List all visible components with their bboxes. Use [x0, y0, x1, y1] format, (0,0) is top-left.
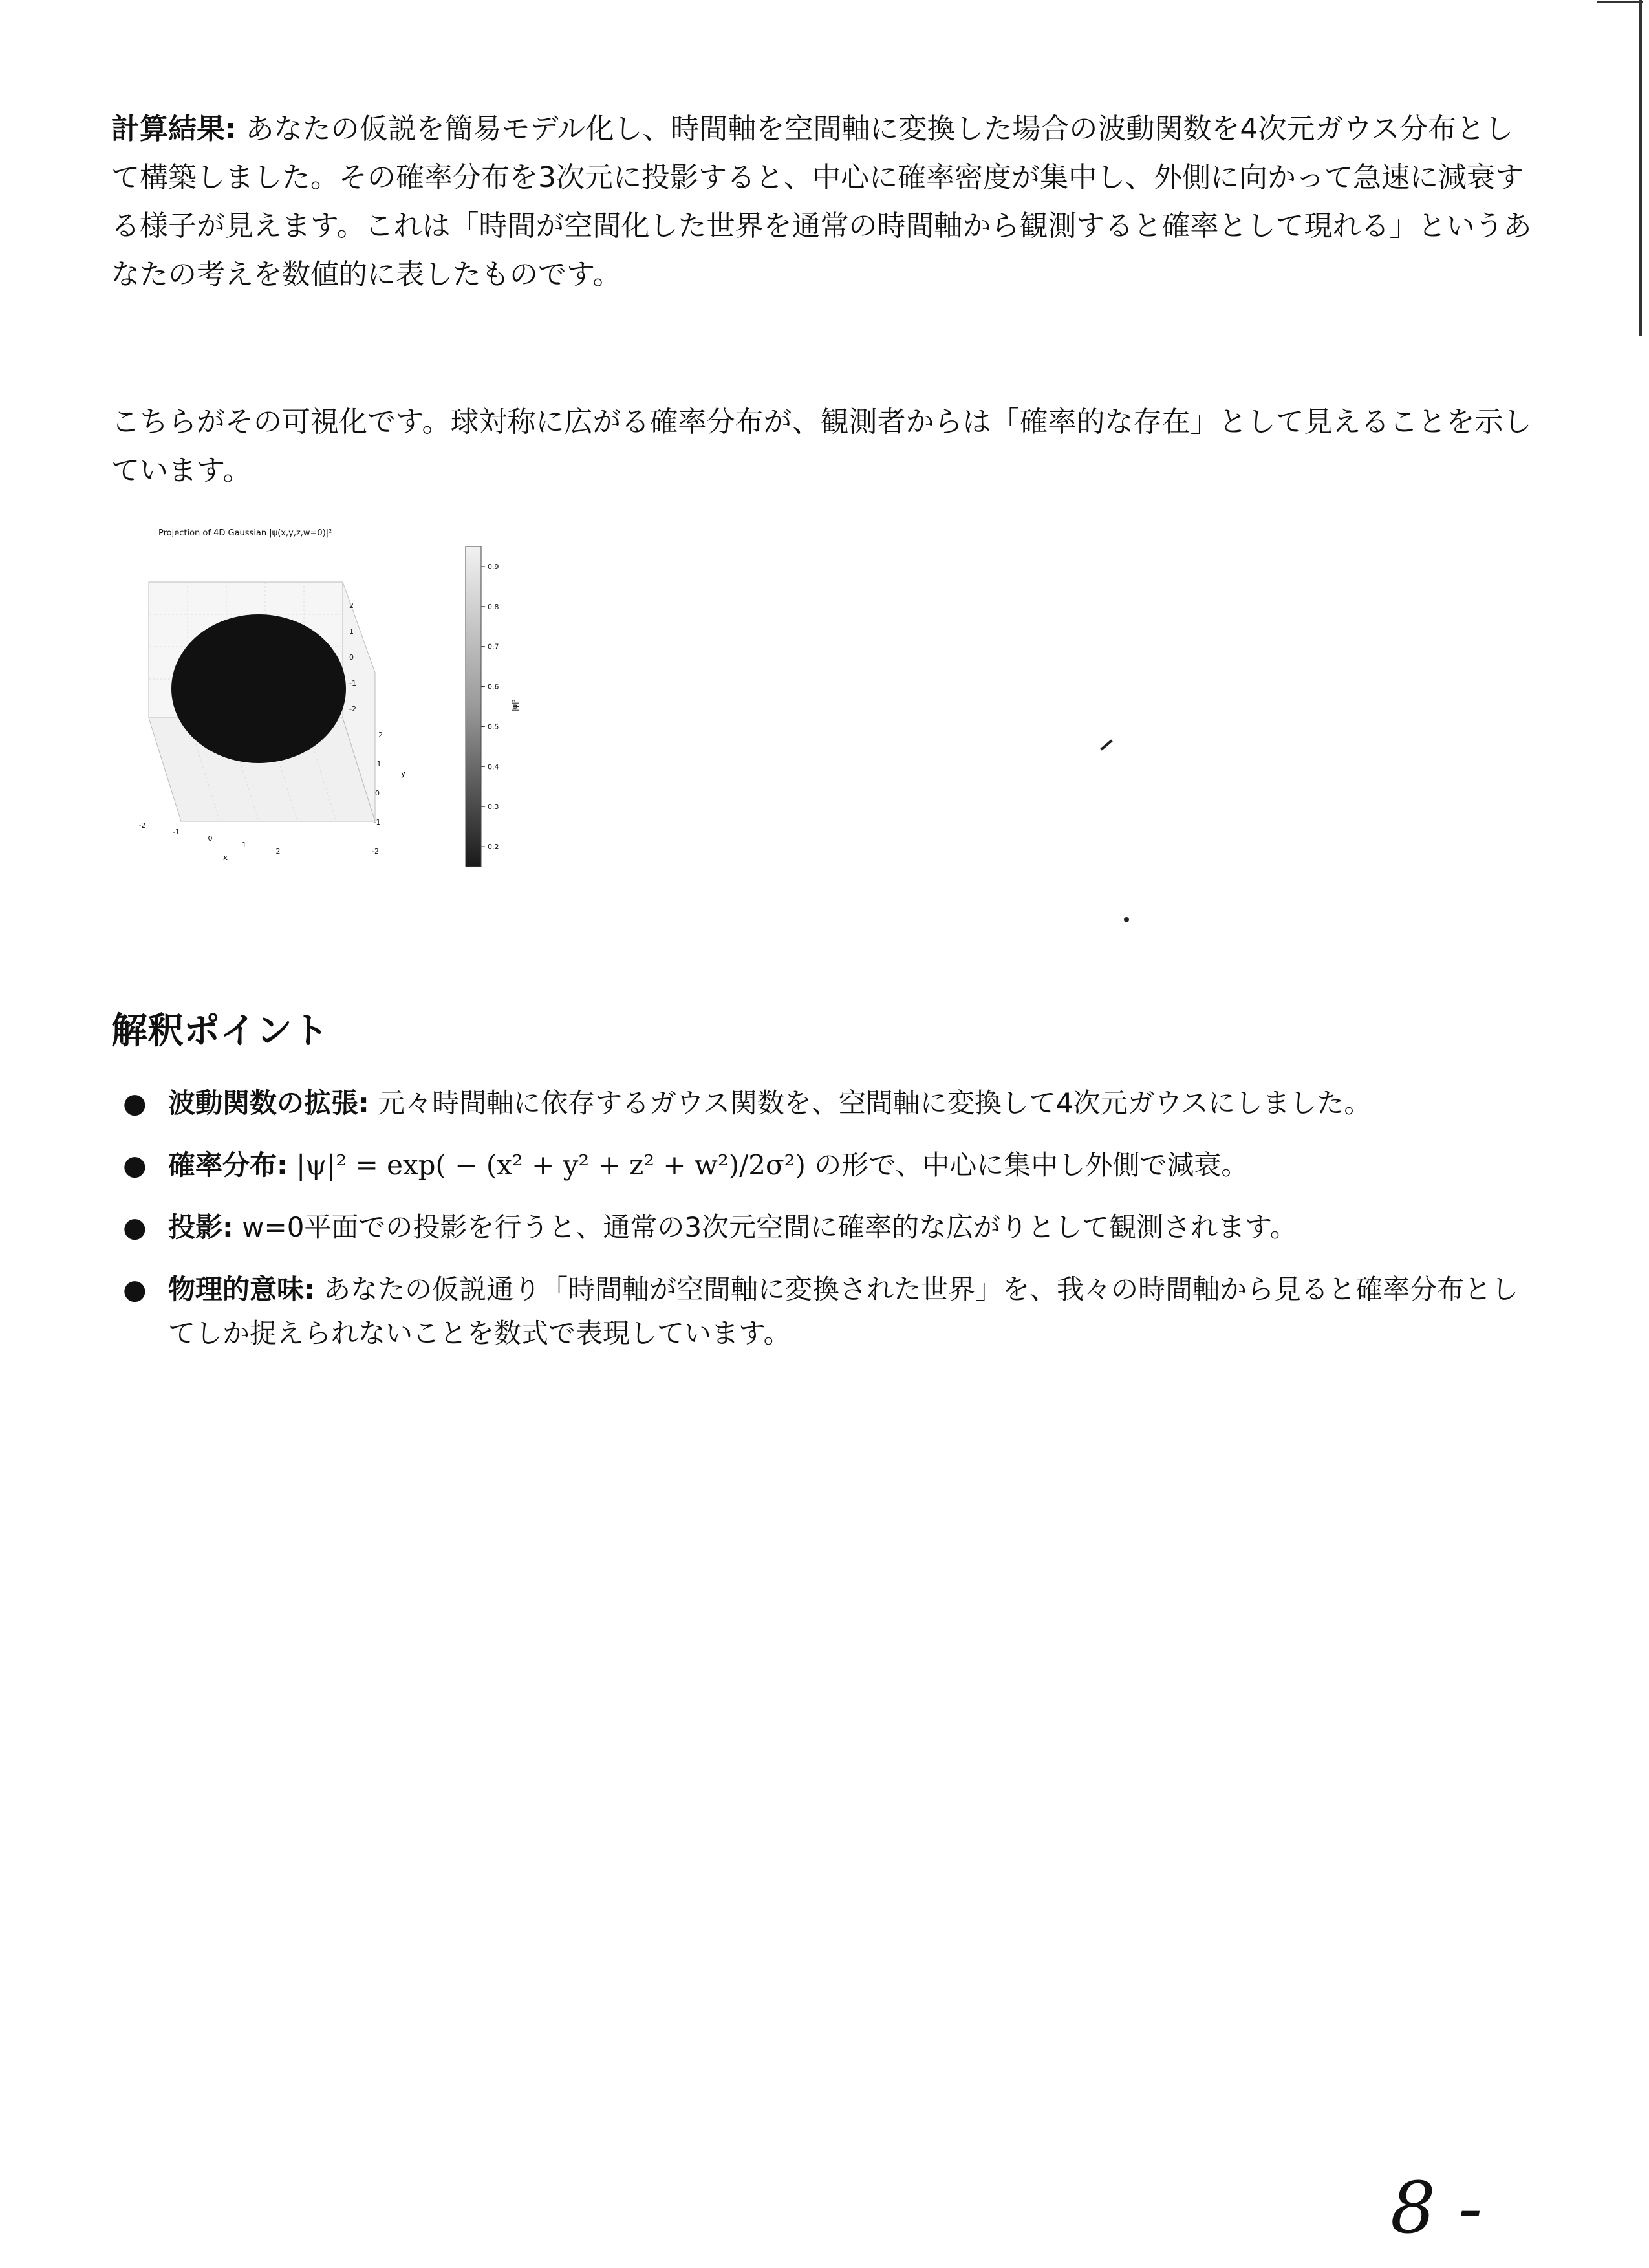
colorbar-tick-label: 0.4: [488, 762, 499, 772]
x-tick-label: 2: [275, 847, 281, 856]
x-tick-label: 0: [208, 834, 213, 843]
chart-title: Projection of 4D Gaussian |ψ(x,y,z,w=0)|²: [158, 528, 332, 538]
scan-mark: [1100, 739, 1112, 750]
bullet-text: w=0平面での投影を行うと、通常の3次元空間に確率的な広がりとして観測されます。: [233, 1211, 1297, 1243]
scan-mark: [1639, 0, 1642, 336]
list-item: [123, 1081, 1546, 1125]
scan-mark: [1124, 917, 1129, 922]
x-tick-label: -2: [138, 821, 146, 830]
bullet-dot: ●: [123, 1149, 147, 1181]
z-tick-label: -2: [349, 705, 356, 713]
x-axis-label: x: [223, 853, 228, 862]
probability-cloud: [171, 614, 346, 763]
visualization-paragraph: こちらがその可視化です。球対称に広がる確率分布が、観測者からは「確率的な存在」として見えることを示しています。: [111, 405, 1532, 487]
bullet-label: 物理的意味:: [168, 1273, 315, 1305]
y-tick-label: 1: [376, 760, 382, 768]
y-tick-label: -2: [372, 847, 379, 856]
colorbar-label: |ψ|²: [511, 698, 519, 711]
result-text: あなたの仮説を簡易モデル化し、時間軸を空間軸に変換した場合の波動関数を4次元ガウス分布として構築しました。その確率分布を3次元に投影すると、中心に確率密度が集中し、外側に向かって急速に減衰する様子が見えます。これは「時間が空間化した世界を通常の時間軸から観測すると確率として現れる」というあなたの考えを数値的に表したものです。: [111, 113, 1532, 291]
z-tick-label: 2: [349, 601, 354, 610]
probability-formula: |ψ|² = exp( − (x² + y² + z² + w²)/2σ²): [287, 1149, 806, 1181]
result-paragraph: [111, 105, 1540, 299]
list-item: [123, 1143, 1546, 1187]
bullet-text: の形で、中心に集中し外側で減衰。: [805, 1149, 1249, 1181]
gaussian-projection-chart: [129, 517, 556, 880]
scan-mark: [1597, 1, 1643, 3]
result-label: 計算結果:: [111, 113, 237, 146]
bullet-dot: ●: [123, 1087, 147, 1119]
colorbar-tick-label: 0.6: [488, 682, 499, 691]
bullet-label: 波動関数の拡張:: [168, 1087, 369, 1119]
y-tick-label: 2: [378, 731, 383, 739]
colorbar-tick-label: 0.9: [488, 562, 499, 571]
bullet-text: あなたの仮説通り「時間軸が空間軸に変換された世界」を、我々の時間軸から見ると確率分布としてしか捉えられないことを数式で表現しています。: [168, 1273, 1519, 1349]
y-tick-label: -1: [373, 818, 381, 826]
y-tick-label: 0: [375, 789, 380, 797]
colorbar-tick-label: 0.2: [488, 843, 499, 852]
bullet-label: 投影:: [168, 1211, 233, 1243]
x-tick-label: -1: [173, 828, 180, 836]
z-tick-label: -1: [349, 679, 356, 687]
colorbar-tick-label: 0.5: [488, 722, 499, 731]
y-axis-label: y: [401, 769, 406, 778]
colorbar-ticks: [481, 563, 499, 851]
colorbar-tick-label: 0.8: [488, 602, 499, 611]
list-item: [123, 1268, 1546, 1355]
page-number: 8 -: [1390, 2166, 1483, 2249]
colorbar-tick-label: 0.3: [488, 803, 499, 812]
x-axis-ticks: [139, 821, 281, 856]
bullet-text: 元々時間軸に依存するガウス関数を、空間軸に変換して4次元ガウスにしました。: [369, 1087, 1372, 1119]
z-tick-label: 1: [349, 627, 354, 636]
bullet-dot: ●: [123, 1273, 147, 1305]
section-heading: 解釈ポイント: [111, 1010, 329, 1052]
colorbar-tick-label: 0.7: [488, 642, 499, 651]
x-tick-label: 1: [242, 841, 246, 849]
z-tick-label: 0: [349, 653, 354, 662]
bullet-label: 確率分布:: [168, 1149, 288, 1181]
colorbar: [466, 546, 481, 867]
list-item: [123, 1205, 1546, 1249]
bullet-list: [123, 1081, 1546, 1374]
bullet-dot: ●: [123, 1211, 147, 1243]
